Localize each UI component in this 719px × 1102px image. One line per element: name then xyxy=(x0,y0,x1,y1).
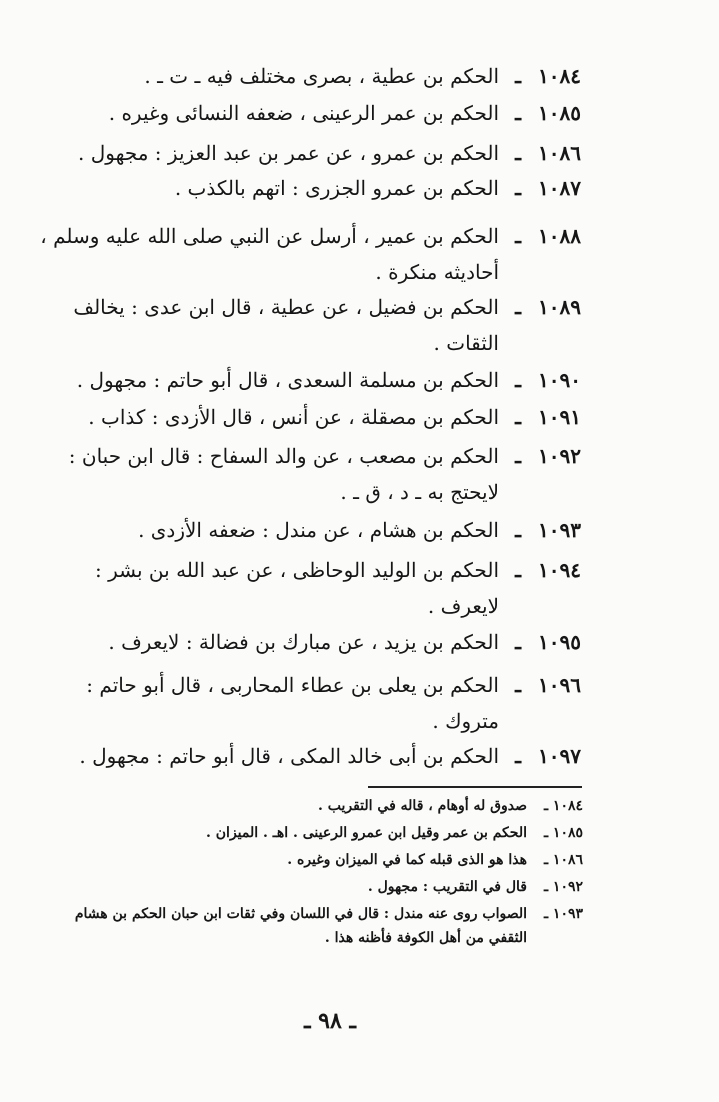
entry-number: ١٠٩٧ xyxy=(538,744,581,768)
footnote-number: ١٠٩٢ ـ xyxy=(543,879,583,895)
entry-dash: ـ xyxy=(515,176,521,200)
footnote-text: الحكم بن عمر وقيل ابن عمرو الرعينى . اهـ . الميزان . xyxy=(206,825,527,841)
entry-dash: ـ xyxy=(515,405,521,429)
footnote-text: قال في التقريب : مجهول . xyxy=(367,879,527,895)
entry-number: ١٠٩٥ xyxy=(538,630,581,654)
footnote-text: الثقفي من أهل الكوفة فأظنه هذا . xyxy=(324,930,527,946)
entry-text: الحكم بن عمير ، أرسل عن النبي صلى الله عليه وسلم ، xyxy=(40,224,499,248)
entry-text: الحكم بن عمر الرعينى ، ضعفه النسائى وغيره . xyxy=(108,101,499,125)
entry-dash: ـ xyxy=(515,295,521,319)
entry-number: ١٠٨٥ xyxy=(538,101,581,125)
footnote-number: ١٠٨٤ ـ xyxy=(543,798,583,814)
entry-text: الحكم بن مسلمة السعدى ، قال أبو حاتم : مجهول . xyxy=(76,368,499,392)
entry-dash: ـ xyxy=(515,64,521,88)
entry-text: أحاديثه منكرة . xyxy=(375,260,499,284)
entry-number: ١٠٩١ xyxy=(538,405,581,429)
entry-text: الحكم بن عمرو الجزرى : اتهم بالكذب . xyxy=(174,176,499,200)
entry-number: ١٠٩٤ xyxy=(538,558,581,582)
entry-dash: ـ xyxy=(515,444,521,468)
entry-number: ١٠٩٠ xyxy=(538,368,581,392)
entry-text: الحكم بن فضيل ، عن عطية ، قال ابن عدى : يخالف xyxy=(73,295,499,319)
entry-number: ١٠٨٦ xyxy=(538,141,581,165)
entry-number: ١٠٩٣ xyxy=(538,518,581,542)
entry-number: ١٠٨٤ xyxy=(538,64,581,88)
entry-text: الحكم بن هشام ، عن مندل : ضعفه الأزدى . xyxy=(138,518,499,542)
footnote-separator xyxy=(368,786,582,788)
footnotes xyxy=(23,798,583,946)
footnote-item xyxy=(23,879,583,906)
entry-text: الحكم بن يزيد ، عن مبارك بن فضالة : لايعرف . xyxy=(108,630,499,654)
entry-dash: ـ xyxy=(515,141,521,165)
entry-dash: ـ xyxy=(515,101,521,125)
entry-text: لايحتج به ـ د ، ق ـ . xyxy=(340,480,499,504)
footnote-item xyxy=(23,798,583,825)
footnote-text: هذا هو الذى قبله كما في الميزان وغيره . xyxy=(287,852,527,868)
footnote-number: ١٠٨٦ ـ xyxy=(543,852,583,868)
entry-number: ١٠٨٨ xyxy=(538,224,581,248)
entry-text: لايعرف . xyxy=(427,594,499,618)
entry-text: الثقات . xyxy=(433,331,499,355)
entry-text: الحكم بن يعلى بن عطاء المحاربى ، قال أبو حاتم : xyxy=(86,673,499,697)
entry-dash: ـ xyxy=(515,224,521,248)
entry-text: متروك . xyxy=(432,709,499,733)
footnote-item xyxy=(23,852,583,879)
entry-dash: ـ xyxy=(515,518,521,542)
footnote-number: ١٠٩٣ ـ xyxy=(543,906,583,922)
footnote-item xyxy=(23,906,583,946)
entry-dash: ـ xyxy=(515,558,521,582)
footnote-number: ١٠٨٥ ـ xyxy=(543,825,583,841)
footnote-text: صدوق له أوهام ، قاله في التقريب . xyxy=(317,798,527,814)
entry-dash: ـ xyxy=(515,368,521,392)
entry-dash: ـ xyxy=(515,630,521,654)
entry-text: الحكم بن الوليد الوحاظى ، عن عبد الله بن بشر : xyxy=(95,558,499,582)
entry-text: الحكم بن أبى خالد المكى ، قال أبو حاتم : مجهول . xyxy=(79,744,499,768)
entry-text: الحكم بن مصقلة ، عن أنس ، قال الأزدى : كذاب . xyxy=(88,405,499,429)
entry-text: الحكم بن مصعب ، عن والد السفاح : قال ابن حبان : xyxy=(68,444,499,468)
entry-number: ١٠٨٧ xyxy=(538,176,581,200)
footnote-text: الصواب روى عنه مندل : قال في اللسان وفي ثقات ابن حبان الحكم بن هشام xyxy=(74,906,527,922)
entry-dash: ـ xyxy=(515,744,521,768)
entry-text: الحكم بن عمرو ، عن عمر بن عبد العزيز : مجهول . xyxy=(78,141,499,165)
footnote-item xyxy=(23,825,583,852)
entry-dash: ـ xyxy=(515,673,521,697)
entry-number: ١٠٨٩ xyxy=(538,295,581,319)
page-number: ـ ٩٨ ـ xyxy=(304,1008,356,1034)
entry-text: الحكم بن عطية ، بصرى مختلف فيه ـ ت ـ . xyxy=(144,64,499,88)
entry-number: ١٠٩٦ xyxy=(538,673,581,697)
entry-number: ١٠٩٢ xyxy=(538,444,581,468)
